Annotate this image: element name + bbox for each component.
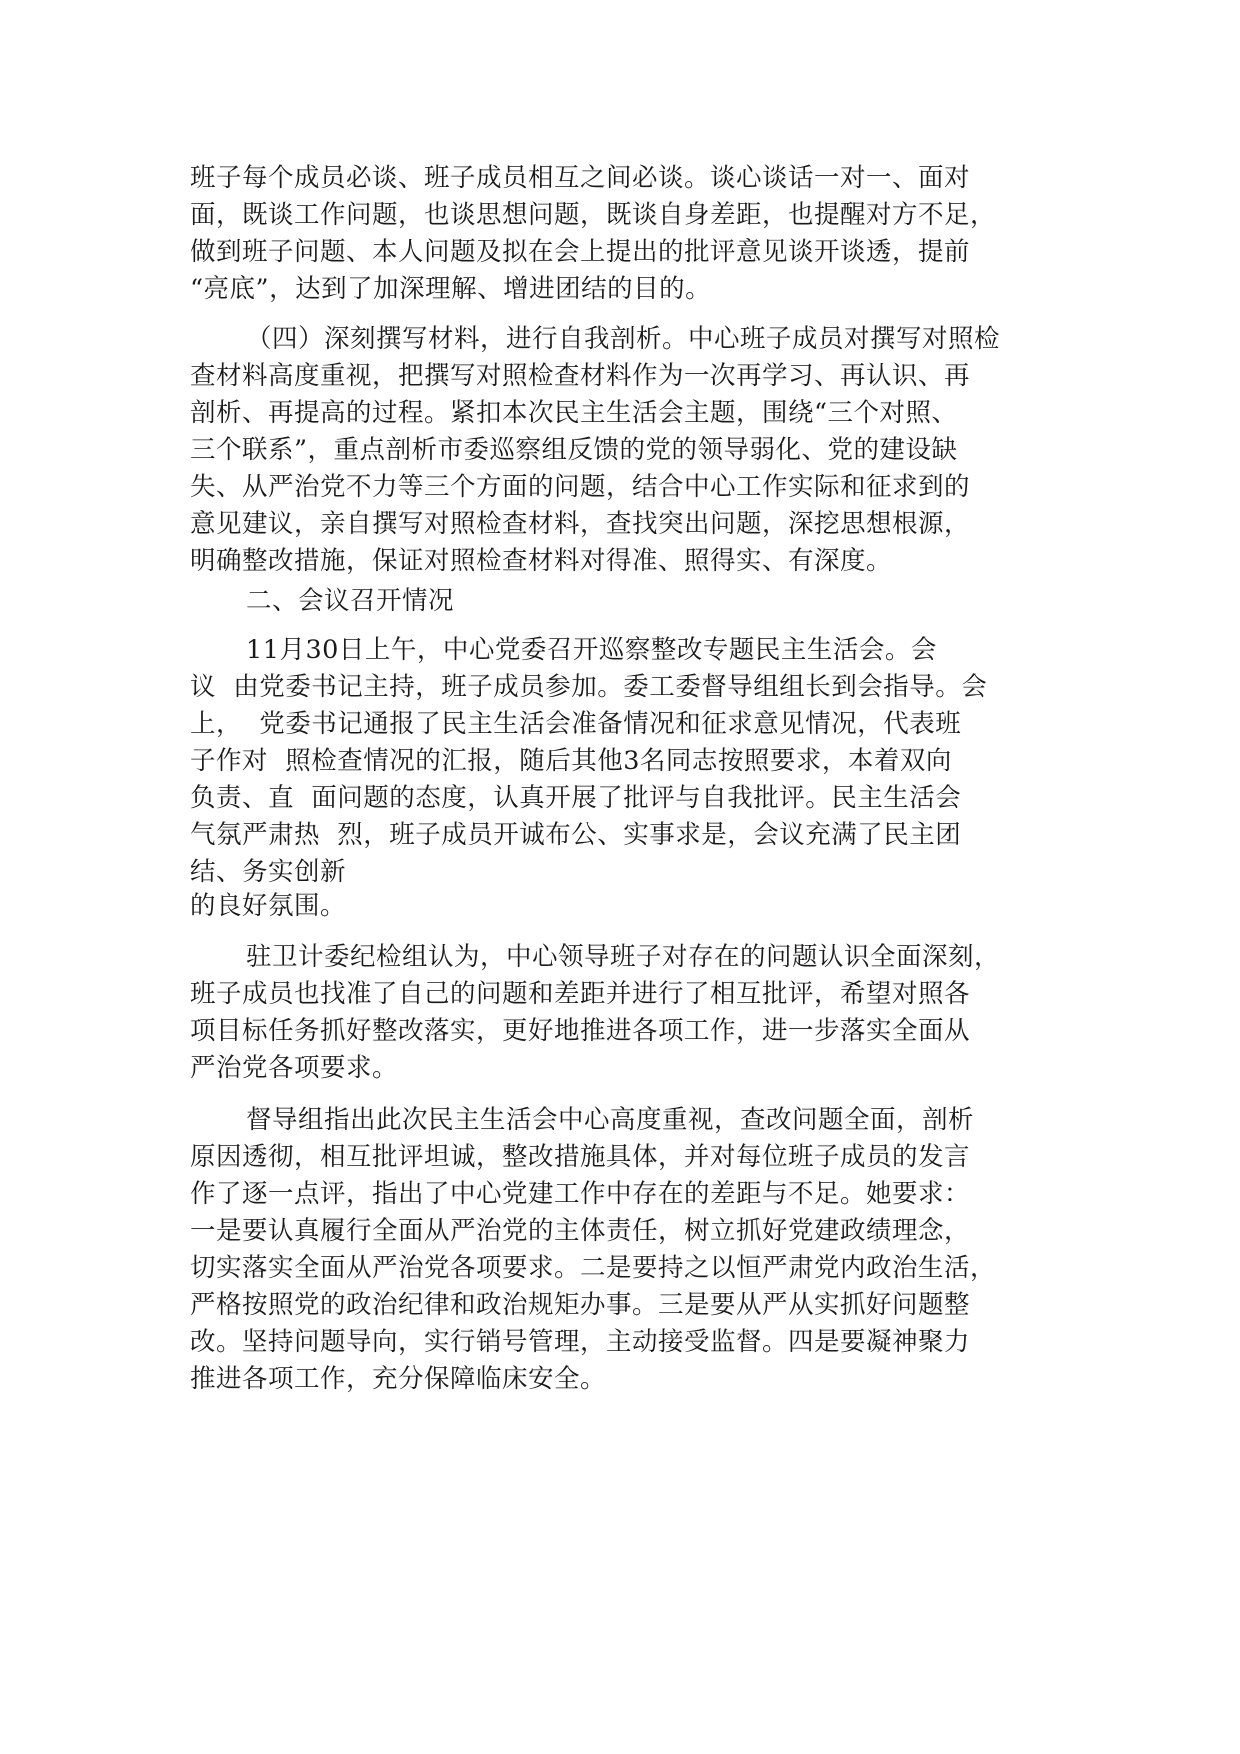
text-line: 结、务实创新	[190, 857, 347, 887]
text-line: 剖析、再提高的过程。紧扣本次民主生活会主题，围绕“三个对照、	[190, 398, 958, 428]
text-line: 严格按照党的政治纪律和政治规矩办事。三是要从严从实抓好问题整	[190, 1290, 971, 1320]
text-line: 气氛严肃热 烈，班子成员开诚布公、实事求是，会议充满了民主团	[190, 820, 962, 850]
text-line: 意见建议，亲自撰写对照检查材料，查找突出问题，深挖思想根源，	[190, 509, 971, 539]
text-line: 班子成员也找准了自己的问题和差距并进行了相互批评，希望对照各	[190, 979, 971, 1009]
text-line: 作了逐一点评，指出了中心党建工作中存在的差距与不足。她要求：	[190, 1179, 971, 1209]
text-line: 查材料高度重视，把撰写对照检查材料作为一次再学习、再认识、再	[190, 361, 971, 391]
text-line: 督导组指出此次民主生活会中心高度重视，查改问题全面，剖析	[246, 1105, 975, 1135]
text-line: 面，既谈工作问题，也谈思想问题，既谈自身差距，也提醒对方不足，	[190, 200, 997, 230]
text-line: 改。坚持问题导向，实行销号管理，主动接受监督。四是要凝神聚力	[190, 1327, 971, 1357]
text-line: （四）深刻撰写材料，进行自我剖析。中心班子成员对撰写对照检	[246, 324, 1001, 354]
text-line: 11月30日上午，中心党委召开巡察整改专题民主生活会。会	[246, 635, 937, 665]
text-line: “亮底”，达到了加深理解、增进团结的目的。	[190, 274, 712, 304]
text-line: 做到班子问题、本人问题及拟在会上提出的批评意见谈开谈透，提前	[190, 237, 971, 267]
text-line: 上， 党委书记通报了民主生活会准备情况和征求意见情况，代表班	[190, 709, 962, 739]
section-heading: 二、会议召开情况	[246, 586, 455, 616]
text-line: 一是要认真履行全面从严治党的主体责任，树立抓好党建政绩理念，	[190, 1216, 971, 1246]
text-line: 三个联系”，重点剖析市委巡察组反馈的党的领导弱化、党的建设缺	[190, 435, 958, 465]
text-line: 班子每个成员必谈、班子成员相互之间必谈。谈心谈话一对一、面对	[190, 163, 971, 193]
text-line: 驻卫计委纪检组认为，中心领导班子对存在的问题认识全面深刻，	[246, 942, 1001, 972]
text-line: 议 由党委书记主持，班子成员参加。委工委督导组组长到会指导。会	[190, 672, 988, 702]
text-line: 严治党各项要求。	[190, 1053, 399, 1083]
text-line: 明确整改措施，保证对照检查材料对得准、照得实、有深度。	[190, 546, 893, 576]
text-line: 切实落实全面从严治党各项要求。二是要持之以恒严肃党内政治生活，	[190, 1253, 997, 1283]
text-line: 负责、直 面问题的态度，认真开展了批评与自我批评。民主生活会	[190, 783, 962, 813]
text-line: 推进各项工作，充分保障临床安全。	[190, 1364, 607, 1394]
text-line: 失、从严治党不力等三个方面的问题，结合中心工作实际和征求到的	[190, 472, 971, 502]
text-line: 的良好氛围。	[190, 891, 347, 921]
text-line: 项目标任务抓好整改落实，更好地推进各项工作，进一步落实全面从	[190, 1016, 971, 1046]
text-line: 原因透彻，相互批评坦诚，整改措施具体，并对每位班子成员的发言	[190, 1142, 971, 1172]
text-line: 子作对 照检查情况的汇报，随后其他3名同志按照要求，本着双向	[190, 746, 952, 776]
